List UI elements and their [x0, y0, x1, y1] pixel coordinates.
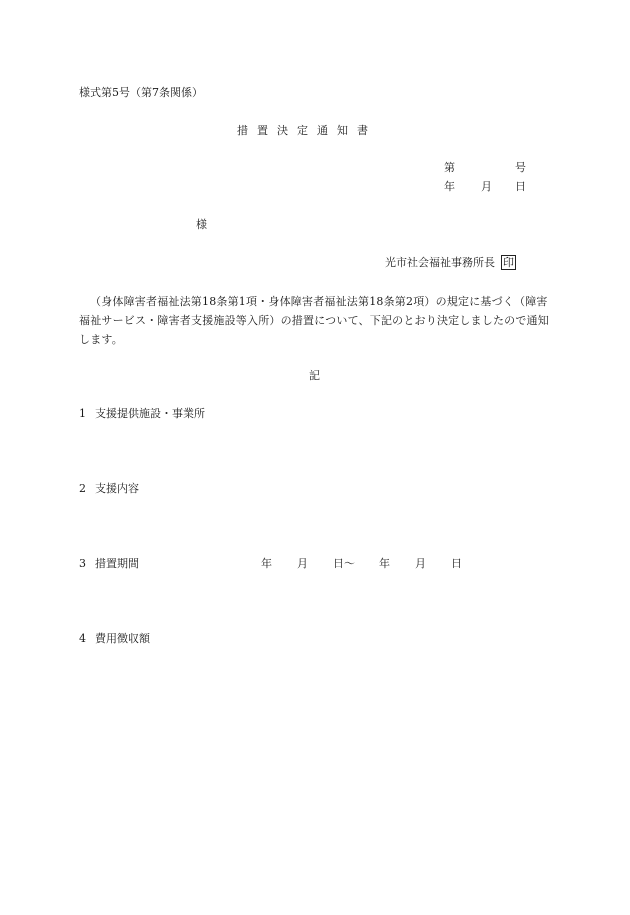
- period-separator: 〜: [344, 557, 355, 570]
- item-period: [79, 557, 139, 571]
- period-day-text: 日: [333, 557, 344, 570]
- period-end-year: 年: [379, 557, 390, 570]
- notice-body: （身体障害者福祉法第18条第1項・身体障害者福祉法第18条第2項）の規定に基づく（障害福祉サービス・障害者支援施設等入所）の措置について、下記のとおり決定しましたので通知します。: [79, 295, 549, 346]
- note-heading: 記: [309, 369, 320, 382]
- date-year: 年: [444, 180, 455, 193]
- item-number: 3: [79, 557, 86, 570]
- item-facility: [79, 407, 205, 421]
- seal-mark: 印: [503, 256, 514, 269]
- document-title: 措置決定通知書: [237, 124, 377, 137]
- period-end-day: 日: [451, 557, 462, 570]
- period-end-month: 月: [415, 557, 426, 570]
- number-suffix: 号: [515, 161, 526, 174]
- form-label: 様式第5号（第7条関係）: [79, 86, 203, 99]
- item-fee: [79, 632, 150, 646]
- item-support: [79, 482, 139, 496]
- item-number: 4: [79, 632, 86, 645]
- item-label: 支援内容: [95, 482, 139, 495]
- addressee-suffix: 様: [196, 218, 207, 231]
- item-label: 措置期間: [95, 557, 139, 570]
- period-start-year: 年: [261, 557, 272, 570]
- period-start-month: 月: [297, 557, 308, 570]
- item-number: 1: [79, 407, 86, 420]
- period-start-day: [333, 557, 355, 571]
- item-number: 2: [79, 482, 86, 495]
- item-label: 費用徴収額: [95, 632, 150, 645]
- date-day: 日: [515, 180, 526, 193]
- date-month: 月: [481, 180, 492, 193]
- issuer-line: [385, 255, 516, 270]
- number-prefix: 第: [444, 161, 455, 174]
- item-label: 支援提供施設・事業所: [95, 407, 205, 420]
- issuer-name: 光市社会福祉事務所長: [385, 256, 495, 269]
